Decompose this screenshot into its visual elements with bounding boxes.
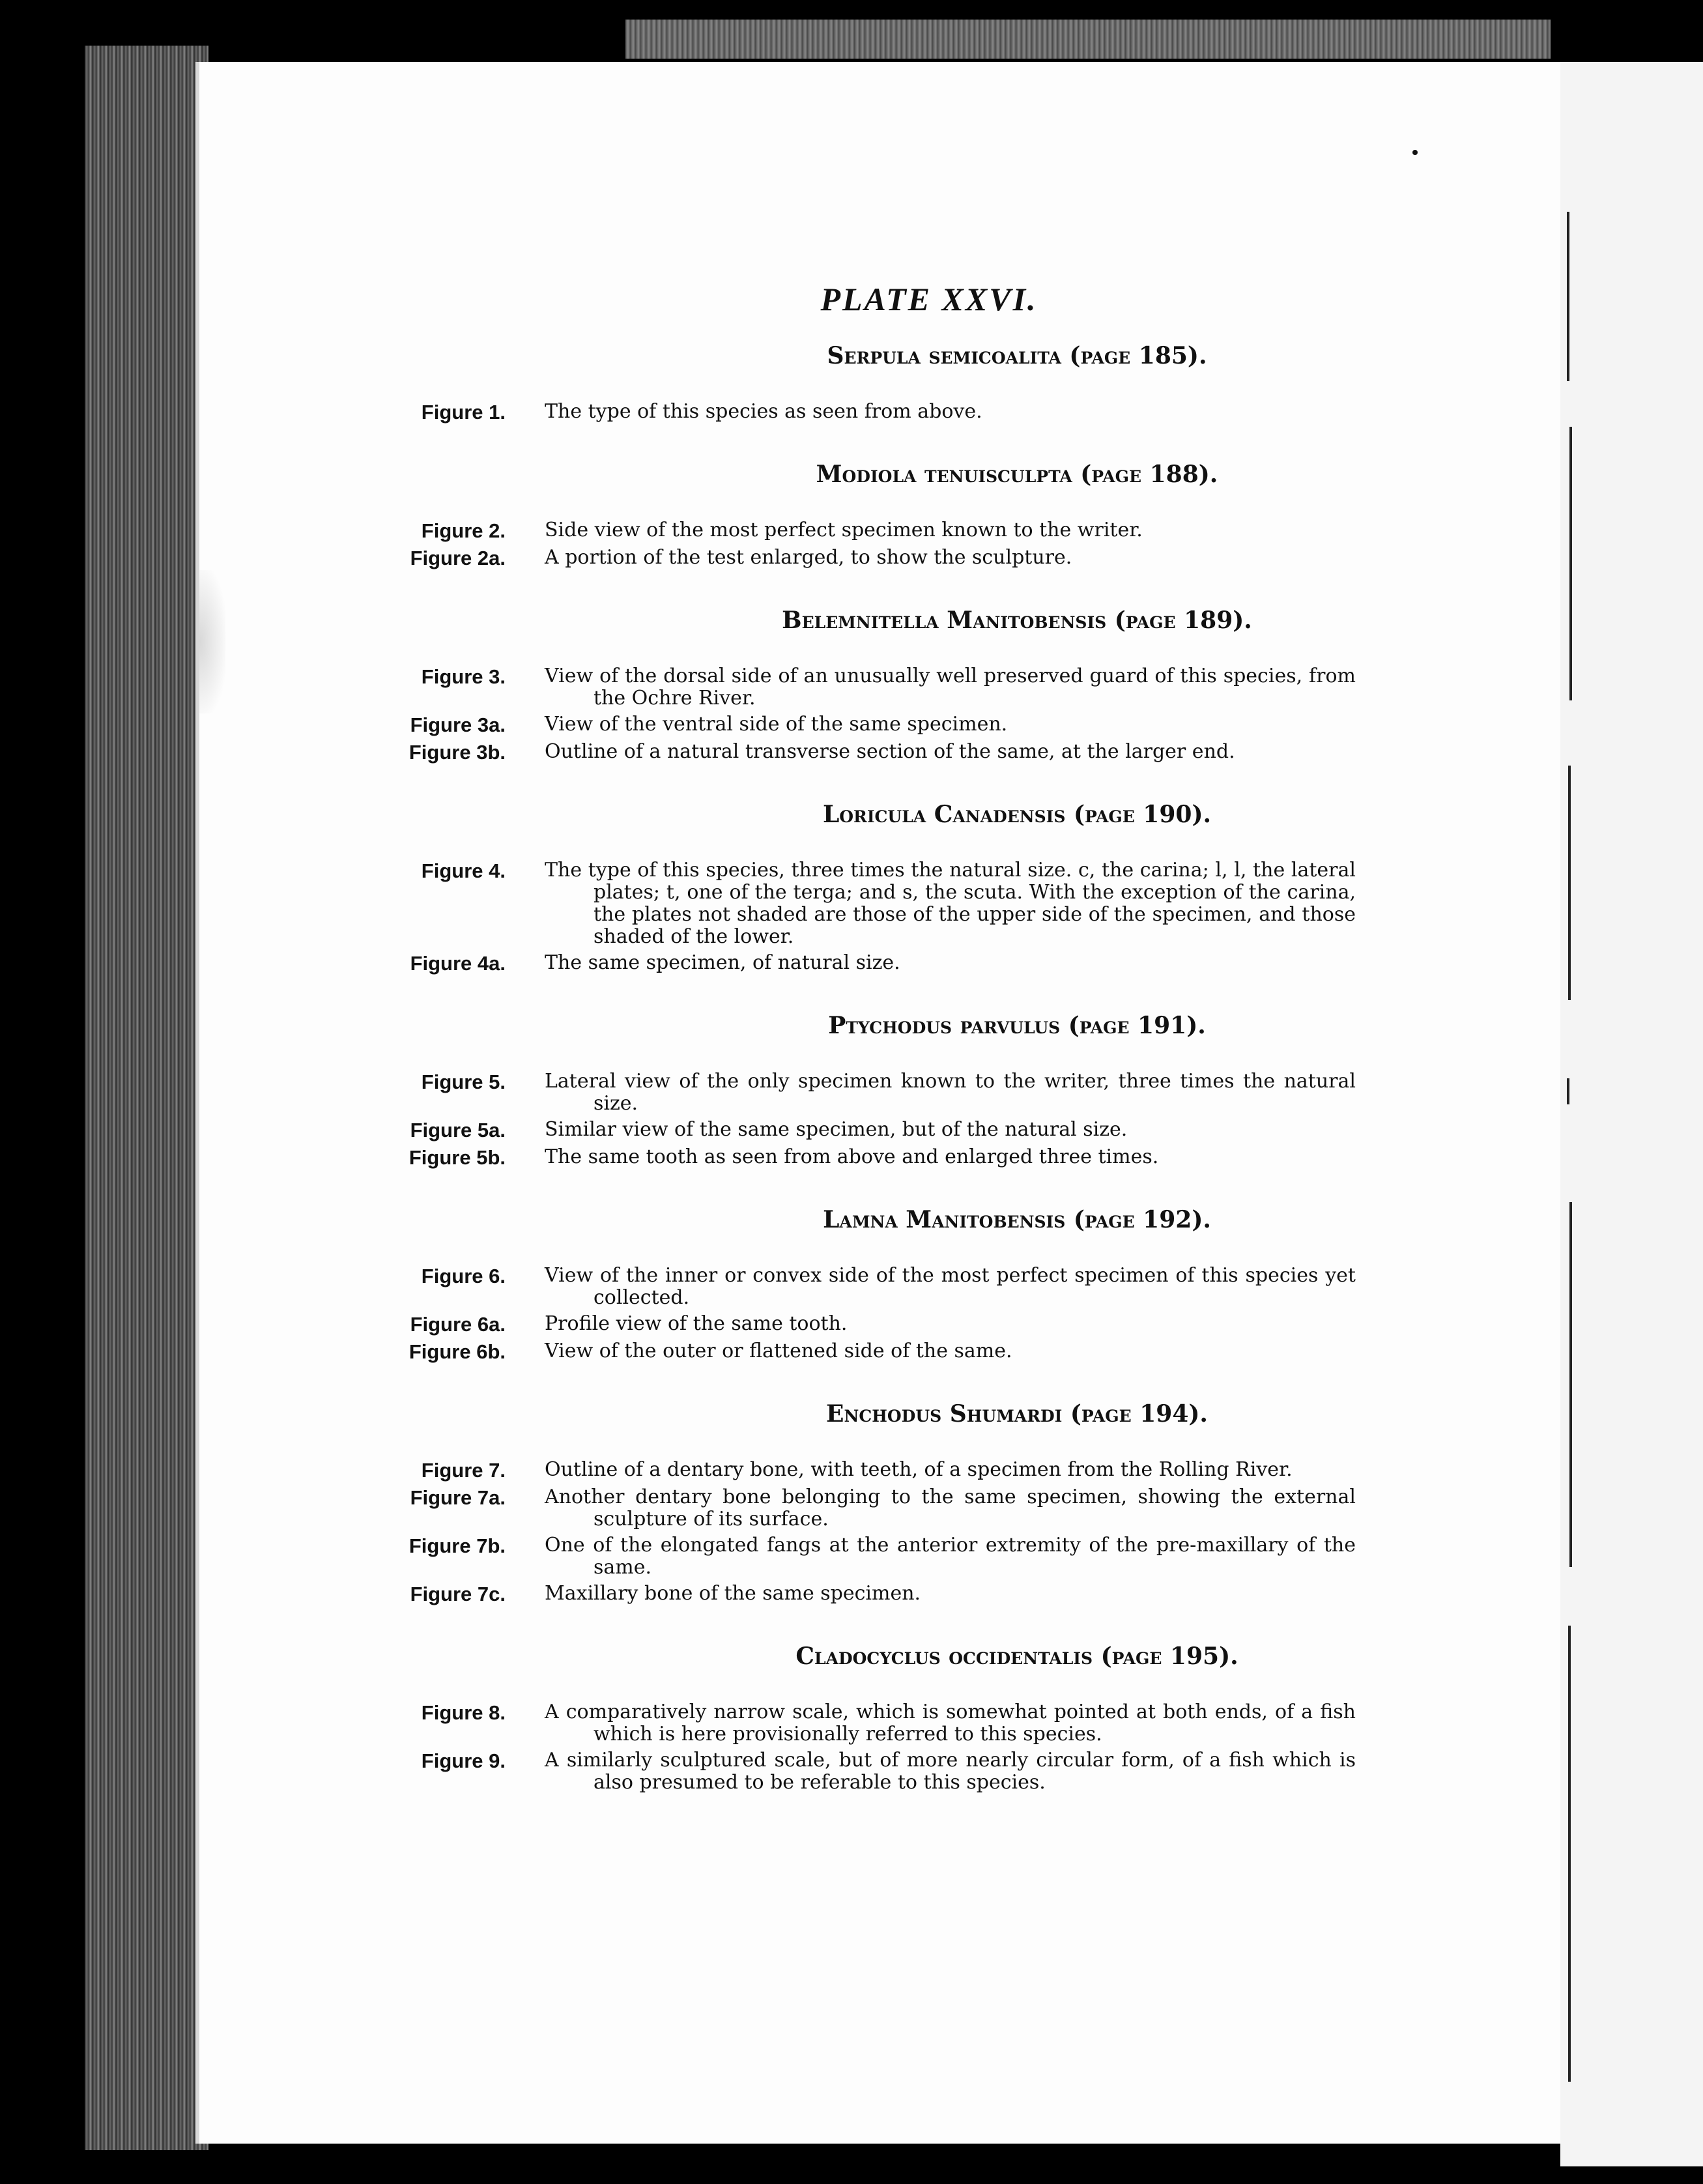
figure-description: View of the dorsal side of an unusually well preserved guard of this species, from the Ochre River. <box>545 665 1356 710</box>
species-section <box>199 607 1561 801</box>
species-heading: Lamna Manitobensis (page 192). <box>823 1206 1211 1233</box>
figure-entry <box>199 1486 1561 1530</box>
figure-description: Similar view of the same specimen, but of the natural size. <box>545 1118 1128 1141</box>
figure-label: Figure 2a. <box>410 547 506 569</box>
book-page-edges <box>85 46 208 2150</box>
figure-description: Outline of a natural transverse section of the same, at the larger end. <box>545 740 1235 763</box>
book-page <box>195 62 1561 2144</box>
plate-explanation <box>199 342 1561 1830</box>
species-section <box>199 1012 1561 1206</box>
species-heading: Cladocyclus occidentalis (page 195). <box>795 1643 1238 1670</box>
figure-label: Figure 6b. <box>408 1340 506 1363</box>
figure-description: The type of this species as seen from above. <box>545 400 982 423</box>
figure-entry <box>199 1583 1561 1606</box>
figure-label: Figure 5. <box>421 1070 506 1093</box>
figure-description: The type of this species, three times the natural size. c, the carina; l, l, the lateral plates; t, one of the terga; and s, the scuta. With the exception of the carina, the plates not shaded are those of the upper side of the specimen, and those shaded of the lower. <box>545 859 1356 948</box>
figure-description: Another dentary bone belonging to the same specimen, showing the external sculpture of its surface. <box>545 1486 1356 1530</box>
figure-description: Side view of the most perfect specimen known to the writer. <box>545 519 1143 541</box>
figure-description: Lateral view of the only specimen known to the writer, three times the natural size. <box>545 1070 1356 1115</box>
figure-label: Figure 4. <box>421 859 506 882</box>
figure-entry <box>199 1701 1561 1746</box>
figure-label: Figure 7c. <box>410 1583 506 1605</box>
figure-label: Figure 5a. <box>410 1119 506 1142</box>
figure-entry <box>199 1146 1561 1170</box>
figure-label: Figure 9. <box>421 1749 506 1772</box>
figure-entry <box>199 859 1561 948</box>
figure-entry <box>199 1534 1561 1579</box>
species-section <box>199 1400 1561 1643</box>
figure-entry <box>199 1340 1561 1364</box>
figure-label: Figure 6a. <box>410 1313 506 1336</box>
figure-label: Figure 3. <box>421 665 506 688</box>
species-heading: Enchodus Shumardi (page 194). <box>826 1400 1208 1428</box>
figure-entry <box>199 952 1561 975</box>
figure-label: Figure 2. <box>421 519 506 542</box>
figure-entry <box>199 519 1561 543</box>
figure-label: Figure 1. <box>421 401 506 424</box>
figure-label: Figure 7a. <box>410 1486 506 1509</box>
plate-title: PLATE XXVI. <box>820 281 1038 317</box>
species-section <box>199 461 1561 607</box>
figure-description: Profile view of the same tooth. <box>545 1312 848 1335</box>
figure-entry <box>199 1749 1561 1794</box>
species-section <box>199 342 1561 461</box>
figure-entry <box>199 401 1561 424</box>
figure-description: Maxillary bone of the same specimen. <box>545 1582 921 1605</box>
species-heading: Loricula Canadensis (page 190). <box>822 801 1212 828</box>
species-section <box>199 1643 1561 1830</box>
species-heading: Belemnitella Manitobensis (page 189). <box>782 607 1252 634</box>
figure-description: View of the outer or flattened side of the same. <box>545 1340 1012 1362</box>
species-section <box>199 801 1561 1012</box>
facing-page-edge <box>1560 62 1703 2166</box>
figure-entry <box>199 741 1561 764</box>
figure-description: A similarly sculptured scale, but of more nearly circular form, of a fish which is also presumed to be referable to this species. <box>545 1749 1356 1794</box>
figure-entry <box>199 1313 1561 1336</box>
figure-label: Figure 3b. <box>408 741 506 764</box>
figure-description: View of the inner or convex side of the most perfect specimen of this species yet collected. <box>545 1264 1356 1309</box>
figure-entry <box>199 1459 1561 1482</box>
ink-dot <box>1412 150 1418 155</box>
figure-entry <box>199 1265 1561 1309</box>
figure-label: Figure 7. <box>421 1459 506 1482</box>
figure-entry <box>199 547 1561 570</box>
figure-description: View of the ventral side of the same specimen. <box>545 713 1008 736</box>
species-heading: Serpula semicoalita (page 185). <box>827 342 1207 369</box>
figure-description: A comparatively narrow scale, which is somewhat pointed at both ends, of a fish which is here provisionally referred to this species. <box>545 1701 1356 1746</box>
figure-label: Figure 3a. <box>410 713 506 736</box>
figure-entry <box>199 1070 1561 1115</box>
species-heading: Modiola tenuisculpta (page 188). <box>816 461 1218 488</box>
figure-label: Figure 7b. <box>408 1534 506 1557</box>
figure-description: One of the elongated fangs at the anterior extremity of the pre-maxillary of the same. <box>545 1534 1356 1579</box>
figure-label: Figure 6. <box>421 1265 506 1287</box>
figure-label: Figure 4a. <box>410 952 506 975</box>
figure-label: Figure 5b. <box>408 1146 506 1169</box>
figure-entry <box>199 665 1561 710</box>
figure-description: The same tooth as seen from above and enlarged three times. <box>545 1145 1159 1168</box>
figure-entry <box>199 713 1561 737</box>
figure-description: A portion of the test enlarged, to show the sculpture. <box>545 546 1072 569</box>
figure-label: Figure 8. <box>421 1701 506 1724</box>
figure-description: Outline of a dentary bone, with teeth, of a specimen from the Rolling River. <box>545 1458 1293 1481</box>
figure-entry <box>199 1119 1561 1142</box>
species-heading: Ptychodus parvulus (page 191). <box>828 1012 1206 1039</box>
book-top-edge <box>625 20 1551 59</box>
species-section <box>199 1206 1561 1400</box>
figure-description: The same specimen, of natural size. <box>545 951 900 974</box>
